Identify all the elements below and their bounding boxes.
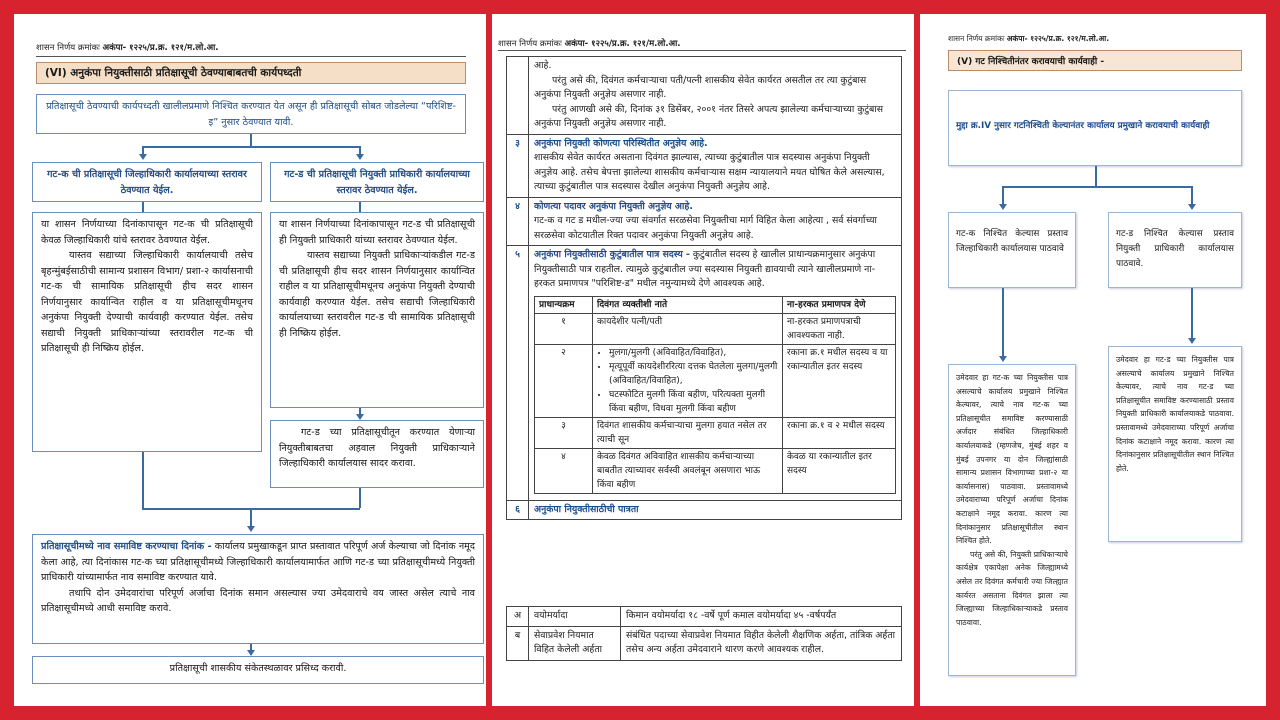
page-header: शासन निर्णय क्रमांकः अकंपा- १२२५/प्र.क्र. १२१/म.लो.आ. (948, 34, 1110, 43)
table-row: ६ अनुकंपा नियुक्तीसाठीची पात्रता (507, 500, 902, 520)
column-header: प्राधान्यक्रम (535, 296, 593, 313)
connector-arrow (1191, 186, 1193, 206)
connector-arrow (359, 202, 361, 212)
page-header: शासन निर्णय क्रमांकः अकंपा- १२२५/प्र.क्र. १२१/म.लो.आ. (36, 43, 219, 53)
column-header: ना-हरकत प्रमाणपत्र देणे (783, 296, 896, 313)
connector-arrow (139, 154, 147, 160)
document-page-1 (14, 14, 486, 706)
connector-arrow (142, 452, 144, 508)
table-row: ४ कोणत्या पदावर अनुकंपा नियुक्ती अनुज्ञेय आहे. गट-क व गट ड मधील-ज्या ज्या संवर्गात सरळसेवा नियुक्तीचा मार्ग विहित केला आहेत्या , सर्व संवर्गाच्या सरळसेवा कोटयातील रिक्त पदावर अनुकंपा नियुक्ती अनुज्ञेय आहे. (507, 197, 902, 246)
header-rule (36, 56, 466, 57)
connector-arrow (1002, 186, 1192, 188)
connector-arrow (247, 526, 255, 532)
connector-arrow (1095, 166, 1097, 186)
connector-arrow (142, 146, 360, 148)
section-title: (VI) अनुकंपा नियुक्तीसाठी प्रतिक्षासूची ठेवण्याबाबतची कार्यपध्दती (36, 62, 466, 84)
connector-arrow (1188, 204, 1196, 210)
group-d-procedure: उमेदवार हा गट-ड च्या नियुक्तीस पात्र असल्याचे कार्यालय प्रमुखाने निश्चित केल्यावर, त्याचे नाव गट-ड च्या प्रतिक्षासूचीत समाविष्ट करण्यासाठी प्रस्ताव नियुक्ती प्राधिकारी कार्यालयाकडे पाठवावा. प्रस्तावामध्ये उमेदवाराच्या परिपूर्ण अर्जाचा दिनांक कटाक्षाने नमूद करावा. कारण त्या दिनांकानुसार प्रतिक्षासूचीतील स्थान निश्चित होते. (1108, 346, 1242, 542)
table-row: आहे. परंतु असे की, दिवंगत कर्मचाऱ्याचा पती/पत्नी शासकीय सेवेत कार्यरत असतील तर त्या कुटुंबास अनुकंपा नियुक्ती अनुज्ञेय असणार नाही. परंतु आणखी असे की, दिनांक ३१ डिसेंबर, २००१ नंतर तिसरे अपत्य झालेल्या कर्मचाऱ्याच्या कुटुंबास अनुकंपा नियुक्ती अनुज्ञेय असणार नाही. (507, 57, 902, 135)
connector-arrow (356, 154, 364, 160)
connector-arrow (250, 508, 252, 528)
group-c-head: गट-क ची प्रतिक्षासूची जिल्हाधिकारी कार्यालयाच्या स्तरावर ठेवण्यात येईल. (32, 162, 262, 202)
connector-arrow (250, 134, 252, 146)
table-row: १ कायदेशीर पत्नी/पती ना-हरकत प्रमाणपत्राची आवश्यकता नाही. (535, 313, 896, 344)
connector-arrow (1191, 288, 1193, 340)
connector-arrow (142, 202, 144, 212)
group-d-head: गट-ड ची प्रतिक्षासूची नियुक्ती प्राधिकारी कार्यालयाच्या स्तरावर ठेवण्यात येईल. (270, 162, 484, 202)
group-d-action: गट-ड निश्चित केल्यास प्रस्ताव नियुक्ती प्राधिकारी कार्यालयास पाठवावे. (1108, 212, 1242, 288)
document-page-3 (920, 14, 1266, 706)
group-d-body: या शासन निर्णयाच्या दिनांकापासून गट-ड ची प्रतिक्षासूची ही नियुक्ती प्राधिकारी यांच्या स्तरावर ठेवण्यात येईल. यास्तव सद्याच्या नियुक्ती प्राधिकाऱ्यांकडील गट-ड ची प्रतिक्षासूची हीच सदर शासन निर्णयानुसार कार्यान्वित राहील व या प्रतिक्षासूचीमधूनच अनुकंपा नियुक्ती देण्याची कार्यवाही करण्यात येईल. तसेच सद्याची जिल्हाधिकारी कार्यालयाच्या स्तरावरील गट-ड ची सामायिक प्रतिक्षासूची ही निष्क्रिय होईल. (270, 212, 484, 408)
table-row: ५ अनुकंपा नियुक्तीसाठी कुटुंबातील पात्र सदस्य - कुटुंबातील सदस्य हे खालील प्राधान्यक्रमानुसार अनुकंपा नियुक्तीसाठी पात्र राहतील. त्यामुळे कुटुंबातील ज्या सदस्यास नियुक्ती द्यावयाची त्याने खालीलप्रमाणे ना-हरकत प्रमाणपत्र "परिशिष्ट-ड" मधील नमुन्यामध्ये देणे आवश्यक आहे. प्राधान्यक्रम दिवंगत व्यक्तीशी नाते ना-हरकत प्रमाणपत्र देणे १ कायदेशीर पत्नी/पती ना-हरकत प्रमाणपत्राची आवश्यकता नाही. २ • मुलगा/मुलगी (अविवाहित/विवाहित), • मृत्यूपूर्वी कायदेशीररित्या दत्तक घेतलेला मुलगा/मुलगी (अविवाहित/विवाहित), • घटस्फोटित मुलगी किंवा बहीण, परित्यक्ता मुलगी किंवा बहीण, विधवा मुलगी किंवा बहीण रकाना क्र.१ मधील सदस्य व या रकान्यातील इतर सदस्य ३ दिवंगत शासकीय कर्मचाऱ्याचा मुलगा हयात नसेल तर त्याची सून रकाना क्र.१ व २ मधील सदस्य ४ केवळ दिवंगत अविवाहित शासकीय कर्मचाऱ्याच्या बाबतीत त्याच्यावर सर्वस्वी अवलंबून असणारा भाऊ किंवा बहीण केवळ या रकान्यातील इतर सदस्य (507, 246, 902, 501)
eligibility-criteria-table (506, 606, 902, 661)
header-rule (498, 50, 906, 51)
table-row: २ • मुलगा/मुलगी (अविवाहित/विवाहित), • मृत्यूपूर्वी कायदेशीररित्या दत्तक घेतलेला मुलगा/मुलगी (अविवाहित/विवाहित), • घटस्फोटित मुलगी किंवा बहीण, परित्यक्ता मुलगी किंवा बहीण, विधवा मुलगी किंवा बहीण रकाना क्र.१ मधील सदस्य व या रकान्यातील इतर सदस्य (535, 344, 896, 417)
intro-box: प्रतिक्षासूची ठेवण्याची कार्यपध्दती खालीलप्रमाणे निश्चित करण्यात येत असून ही प्रतिक्षासूची सोबत जोडलेल्या “परिशिष्ट- इ” नुसार ठेवण्यात यावी. (36, 94, 466, 134)
group-d-report: गट-ड च्या प्रतिक्षासूचीतून करण्यात येणाऱ्या नियुक्तीबाबतचा अहवाल नियुक्ती प्राधिकाऱ्याने जिल्हाधिकारी कार्यालयास सादर करावा. (270, 420, 484, 488)
connector-arrow (1188, 338, 1196, 344)
table-row: ४ केवळ दिवंगत अविवाहित शासकीय कर्मचाऱ्याच्या बाबतीत त्याच्यावर सर्वस्वी अवलंबून असणारा भाऊ किंवा बहीण केवळ या रकान्यातील इतर सदस्य (535, 448, 896, 493)
column-header: दिवंगत व्यक्तीशी नाते (593, 296, 783, 313)
connector-arrow (359, 488, 361, 508)
connector-arrow (1002, 288, 1004, 358)
eligibility-table (506, 56, 902, 520)
table-row: ३ दिवंगत शासकीय कर्मचाऱ्याचा मुलगा हयात नसेल तर त्याची सून रकाना क्र.१ व २ मधील सदस्य (535, 417, 896, 448)
connector-arrow (1002, 186, 1004, 206)
document-page-2 (492, 14, 914, 706)
section-title: (V) गट निश्चितीनंतर करावयाची कार्यवाही - (948, 50, 1242, 71)
group-c-body: या शासन निर्णयाच्या दिनांकापासून गट-क ची प्रतिक्षासूची केवळ जिल्हाधिकारी यांचे स्तरावर ठेवण्यात येईल. यास्तव सद्याच्या जिल्हाधिकारी कार्यालयाची तसेच बृहन्मुंबईसाठीची सामान्य प्रशासन विभाग/ प्रशा-२ कार्यासनाची गट-क ची सामायिक प्रतिक्षासूची हीच सदर शासन निर्णयानुसार कार्यान्वित राहील व या प्रतिक्षासूचीमधूनच अनुकंपा नियुक्ती देण्याची कार्यवाही करण्यात येईल. तसेच सद्याची नियुक्ती प्राधिकाऱ्यांच्या स्तरावरील गट-क ची प्रतिक्षासूची ही निष्क्रिय होईल. (32, 212, 262, 452)
table-row: ३ अनुकंपा नियुक्ती कोणत्या परिस्थितीत अनुज्ञेय आहे. शासकीय सेवेत कार्यरत असताना दिवंगत झाल्यास, त्याच्या कुटुंबातील पात्र सदस्यास अनुकंपा नियुक्ती अनुज्ञेय आहे. तसेच बेपत्ता झालेल्या शासकीय कर्मचाऱ्यास सक्षम न्यायालयाने मयत घोषित केले असल्यास, त्याच्या कुटुंबातील पात्र सदस्यास देखील अनुकंपा नियुक्ती अनुज्ञेय आहे. (507, 134, 902, 197)
connector-arrow (999, 356, 1007, 362)
page-header: शासन निर्णय क्रमांकः अकंपा- १२२५/प्र.क्र. १२१/म.लो.आ. (498, 39, 681, 49)
inclusion-date-box: प्रतिक्षासूचीमध्ये नाव समाविष्ट करण्याचा दिनांक - कार्यालय प्रमुखाकडून प्राप्त प्रस्तावात परिपूर्ण अर्ज केल्याचा जो दिनांक नमूद केला आहे, त्या दिनांकास गट-क च्या प्रतिक्षासूचीमध्ये जिल्हाधिकारी कार्यालयामार्फत आणि गट-ड च्या प्रतिक्षासूचीमध्ये नियुक्ती प्राधिकारी यांच्यामार्फत नाव समाविष्ट करण्यात यावे. तथापि दोन उमेदवारांचा परिपूर्ण अर्जाचा दिनांक समान असल्यास ज्या उमेदवाराचे वय जास्त असेल त्याचे नाव प्रतिक्षासूचीमध्ये आधी समाविष्ट करावे. (32, 534, 484, 644)
table-row: ब सेवाप्रवेश नियमात विहित केलेली अर्हता संबंधित पदाच्या सेवाप्रवेश नियमात विहीत केलेली शैक्षणिक अर्हता, तांत्रिक अर्हता तसेच अन्य अर्हता उमेदवाराने धारण करणे आवश्यक राहील. (507, 626, 902, 660)
group-c-procedure: उमेदवार हा गट-क च्या नियुक्तीस पात्र असल्याचे कार्यालय प्रमुखाने निश्चित केल्यावर, त्याचे नाव गट-क च्या प्रतिक्षासूचीत समाविष्ट करण्यासाठी अर्जदार संबंधित जिल्हाधिकारी कार्यालयाकडे (म्हणजेच, मुंबई शहर व मुंबई उपनगर या दोन जिल्ह्यांसाठी सामान्य प्रशासन विभागाच्या प्रशा-२ या कार्यासनास) पाठवावा. प्रस्तावामध्ये उमेदवाराच्या परिपूर्ण अर्जाचा दिनांक कटाक्षाने नमूद करावा. कारण त्या दिनांकानुसार प्रतिक्षासूचीतील स्थान निश्चित होते. परंतु असे की, नियुक्ती प्राधिकाऱ्याचे कार्यक्षेत्र एकापेक्षा अनेक जिल्ह्यामध्ये असेल तर दिवंगत कर्मचारी ज्या जिल्ह्यात कार्यरत असताना दिवंगत झाला त्या जिल्ह्याच्या जिल्हाधिकाऱ्याकडे प्रस्ताव पाठवावा. (948, 364, 1076, 676)
table-row: अ वयोमर्यादा किमान वयोमर्यादा १८ -वर्षे पूर्ण कमाल वयोमर्यादा ४५ -वर्षपर्यंत (507, 607, 902, 627)
group-c-action: गट-क निश्चित केल्यास प्रस्ताव जिल्हाधिकारी कार्यालयास पाठवावे (948, 212, 1076, 288)
connector-arrow (999, 204, 1007, 210)
priority-table (534, 296, 896, 494)
action-top-box: मुद्दा क्र.IV नुसार गटनिश्चिती केल्यानंतर कार्यालय प्रमुखाने करावयाची कार्यवाही (948, 90, 1242, 166)
publish-box: प्रतिक्षासूची शासकीय संकेतस्थळावर प्रसिध्द करावी. (32, 656, 484, 684)
